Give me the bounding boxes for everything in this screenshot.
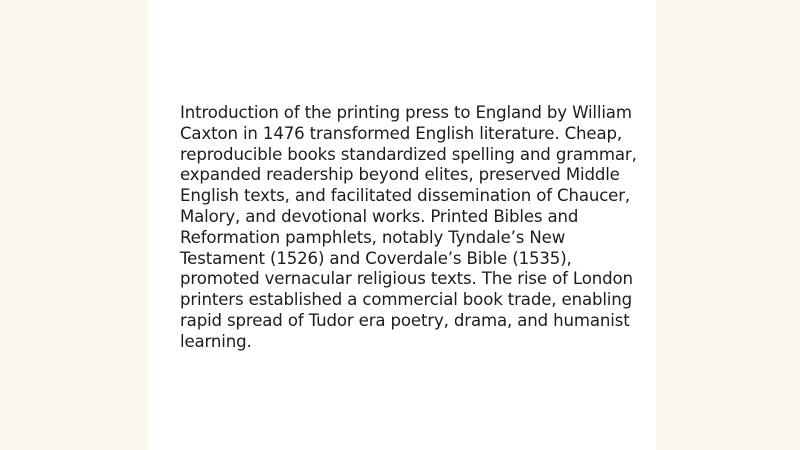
body-paragraph: Introduction of the printing press to England by William Caxton in 1476 transformed English literature. Cheap, reproducible books standardized spelling and grammar, expanded readership beyond elites, preserved Middle English texts, and facilitated dissemination of Chaucer, Malory, and devotional works. Printed Bibles and Reformation pamphlets, notably Tyndale’s New Testament (1526) and Coverdale’s Bible (1535), promoted vernacular religious texts. The rise of London printers established a commercial book trade, enabling rapid spread of Tudor era poetry, drama, and humanist learning. (180, 103, 637, 351)
document-page (148, 0, 656, 450)
